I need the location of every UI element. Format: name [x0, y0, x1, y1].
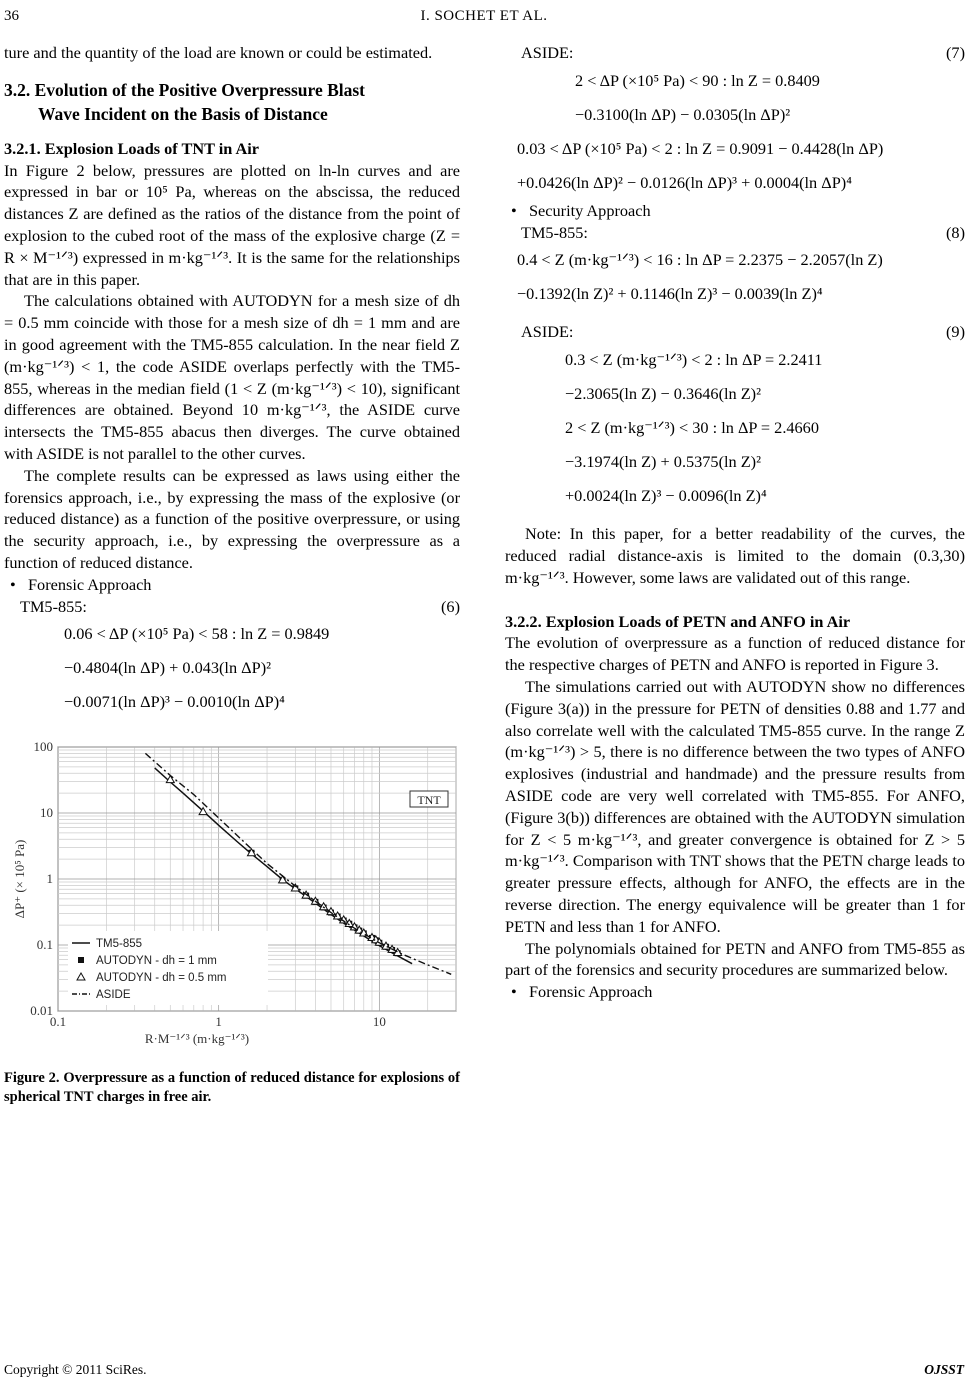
paragraph-4: The evolution of overpressure as a function of reduced distance for the respective charges of PETN and ANFO is reported in Figure 3. [505, 633, 965, 675]
equation-6-line-1: 0.06 < ΔP (×10⁵ Pa) < 58 : ln Z = 0.9849 [64, 624, 330, 644]
equation-6-line-2: −0.4804(ln ΔP) + 0.043(ln ΔP)² [64, 658, 271, 678]
subsection-heading-3-2-1: 3.2.1. Explosion Loads of TNT in Air [4, 138, 259, 158]
tm5-label-2: TM5-855: [521, 222, 588, 242]
section-heading-3-2-line2: Wave Incident on the Basis of Distance [38, 103, 328, 124]
page-header [0, 8, 968, 30]
data-point-square [78, 957, 84, 963]
y-tick-label: 100 [33, 739, 53, 755]
legend-label: ASIDE [96, 989, 131, 1002]
equation-9 [505, 343, 965, 513]
equation-7-line-2: −0.3100(ln ΔP) − 0.0305(ln ΔP)² [575, 104, 791, 124]
x-tick-label: 1 [215, 1014, 222, 1030]
right-column [505, 42, 965, 1003]
equation-6 [4, 617, 460, 719]
copyright: Copyright © 2011 SciRes. [4, 1362, 147, 1377]
figure-2 [4, 731, 460, 1061]
bullet-security-approach: • Security Approach [505, 200, 965, 222]
section-heading-3-2 [4, 78, 460, 126]
legend-label: TM5-855 [96, 938, 143, 951]
aside-label: ASIDE: [521, 43, 574, 62]
chart-legend [68, 931, 268, 1005]
paragraph-5: The simulations carried out with AUTODYN show no differences (Figure 3(a)) in the pressure for PETN of densities 0.88 and 1.77 and also correlate well with the calculated TM5-855 curve. In the range Z (m·kg⁻¹ᐟ³) > 5, there is no difference between the two types of ANFO explosives (industrial and handmade) and the pressure results from ASIDE code are very well correlated with TM5-855. For ANFO, (Figure 3(b)) differences are obtained with the AUTODYN simulation for Z < 5 m·kg⁻¹ᐟ³, and greater convergence is obtained for Z > 5 m·kg⁻¹ᐟ³. Comparison with TNT shows that the PETN charge leads to greater pressure effects, although for ANFO, the effects are in the reverse direction. The energy equivalence will be greater than 1 for PETN and less than 1 for ANFO. [505, 676, 965, 936]
subsection-heading-3-2-2: 3.2.2. Explosion Loads of PETN and ANFO in Air [505, 611, 851, 631]
equation-6-label-row [4, 596, 460, 618]
y-axis-label: ΔP⁺ (× 10⁵ Pa) [12, 839, 27, 919]
left-column [4, 42, 460, 1107]
bullet-forensic-approach: • Forensic Approach [4, 574, 460, 596]
figure-2-caption: Figure 2. Overpressure as a function of reduced distance for explosions of spherical TNT charges in free air. [4, 1070, 460, 1106]
legend-label: AUTODYN - dh = 1 mm [96, 955, 217, 968]
equation-9-line-3: 2 < Z (m·kg⁻¹ᐟ³) < 30 : ln ΔP = 2.4660 [565, 418, 819, 438]
equation-8 [505, 243, 965, 311]
equation-7-line-4: +0.0426(ln ΔP)² − 0.0126(ln ΔP)³ + 0.0004(ln ΔP)⁴ [517, 172, 852, 192]
tm5-label: TM5-855: [20, 596, 87, 616]
paragraph-2: The calculations obtained with AUTODYN for a mesh size of dh = 0.5 mm coincide with those for a mesh size of dh = 1 mm and are in good agreement with the TM5-855 calculation. In the near field Z (m·kg⁻¹ᐟ³) < 1, the code ASIDE overlaps perfectly with the TM5-855, whereas in the median field (1 < Z (m·kg⁻¹ᐟ³) < 10), significant differences are obtained. Beyond 10 m·kg⁻¹ᐟ³, the ASIDE curve intersects the TM5-855 abacus then diverges. The curve obtained with ASIDE is not parallel to the other curves. [4, 291, 460, 463]
equation-7-part-2 [505, 132, 965, 200]
equation-9-line-4: −3.1974(ln Z) + 0.5375(ln Z)² [565, 452, 761, 472]
page-number: 36 [4, 8, 19, 24]
aside-label-2: ASIDE: [521, 322, 574, 342]
equation-9-line-2: −2.3065(ln Z) − 0.3646(ln Z)² [565, 384, 761, 404]
equation-6-line-3: −0.0071(ln ΔP)³ − 0.0010(ln ΔP)⁴ [64, 692, 285, 712]
y-tick-label: 10 [40, 805, 53, 821]
equation-8-line-1: 0.4 < Z (m·kg⁻¹ᐟ³) < 16 : ln ΔP = 2.2375 − 2.2057(ln Z) [517, 250, 883, 270]
equation-number-6: (6) [441, 596, 460, 616]
paragraph-3: The complete results can be expressed as laws using either the forensics approach, i.e., by expressing the mass of the explosive (or reduced distance) as a function of the positive overpressure, or using the security approach, i.e., by expressing the overpressure as a function of reduced distance. [4, 465, 460, 572]
paragraph-6: The polynomials obtained for PETN and ANFO from TM5-855 as part of the forensics and security procedures are summarized below. [505, 938, 965, 980]
y-tick-label: 1 [46, 871, 53, 887]
x-tick-label: 0.1 [49, 1014, 67, 1030]
y-tick-label: 0.1 [36, 937, 53, 953]
y-tick-label: 0.01 [30, 1003, 53, 1019]
equation-7-part-1 [505, 64, 965, 132]
equation-8-label-row [505, 222, 965, 244]
equation-7-line-1: 2 < ΔP (×10⁵ Pa) < 90 : ln Z = 0.8409 [575, 70, 820, 90]
annotation-label: TNT [417, 793, 441, 808]
journal-name: OJSST [924, 1362, 964, 1377]
paragraph-intro: ture and the quantity of the load are known or could be estimated. [4, 43, 433, 62]
equation-number-9: (9) [946, 322, 965, 342]
series-autodyn-dh-0-5-mm [166, 776, 401, 956]
equation-9-label-row [505, 321, 965, 343]
equation-8-line-2: −0.1392(ln Z)² + 0.1146(ln Z)³ − 0.0039(ln Z)⁴ [517, 284, 823, 304]
equation-number-7: (7) [946, 43, 965, 62]
note-paragraph: Note: In this paper, for a better readability of the curves, the reduced radial distance-axis is limited to the domain (0.3,30) m·kg⁻¹ᐟ³. However, some laws are validated out of this range. [505, 524, 965, 587]
legend-label: AUTODYN - dh = 0.5 mm [96, 972, 227, 985]
equation-7-line-3: 0.03 < ΔP (×10⁵ Pa) < 2 : ln Z = 0.9091 − 0.4428(ln ΔP) [517, 138, 884, 158]
overpressure-chart [4, 731, 460, 1061]
x-axis-label: R·M⁻¹ᐟ³ (m·kg⁻¹ᐟ³) [144, 1031, 250, 1047]
equation-9-line-1: 0.3 < Z (m·kg⁻¹ᐟ³) < 2 : ln ΔP = 2.2411 [565, 350, 823, 370]
running-head: I. SOCHET ET AL. [420, 8, 548, 24]
bullet-forensic-approach-2: • Forensic Approach [505, 981, 965, 1003]
section-heading-3-2-line1: 3.2. Evolution of the Positive Overpressure Blast [4, 79, 366, 100]
equation-9-line-5: +0.0024(ln Z)³ − 0.0096(ln Z)⁴ [565, 486, 767, 506]
paragraph-1: In Figure 2 below, pressures are plotted on ln-ln curves and are expressed in bar or 10⁵ Pa, whereas on the abscissa, the reduced distances Z are defined as the ratios of the distance from the point of explosion to the cubed root of the mass of the explosive charge (Z = R × M⁻¹ᐟ³) expressed in m·kg⁻¹ᐟ³. It is the same for the relationships that are in this paper. [4, 160, 460, 289]
x-tick-label: 10 [372, 1014, 386, 1030]
equation-number-8: (8) [946, 222, 965, 242]
equation-7-label-row [505, 42, 965, 64]
